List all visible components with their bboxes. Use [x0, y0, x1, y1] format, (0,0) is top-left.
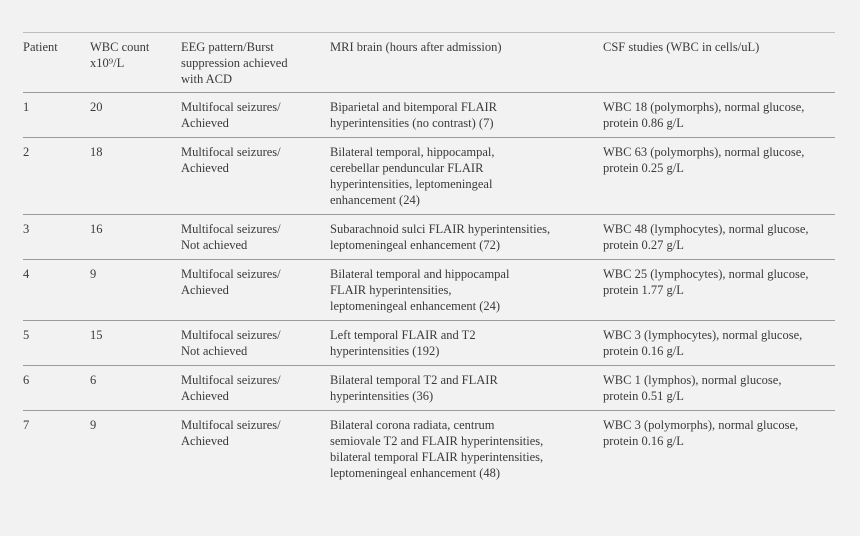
header-mri-brain: MRI brain (hours after admission)	[330, 40, 502, 54]
cell-wbc-count: 9	[90, 267, 97, 281]
cell-csf-studies: WBC 63 (polymorphs), normal glucose, protein 0.25 g/L	[603, 145, 805, 175]
cell-mri-brain: Subarachnoid sulci FLAIR hyperintensities, leptomeningeal enhancement (72)	[330, 222, 551, 252]
cell-csf-studies: WBC 25 (lymphocytes), normal glucose, protein 1.77 g/L	[603, 267, 809, 297]
cell-wbc-count: 15	[90, 328, 103, 342]
cell-csf-studies: WBC 3 (lymphocytes), normal glucose, protein 0.16 g/L	[603, 328, 803, 358]
header-eeg-pattern: EEG pattern/Burst suppression achieved with ACD	[181, 40, 288, 86]
cell-eeg-pattern: Multifocal seizures/ Achieved	[181, 373, 281, 403]
cell-patient: 1	[23, 100, 30, 114]
cell-eeg-pattern: Multifocal seizures/ Achieved	[181, 100, 281, 130]
cell-eeg-pattern: Multifocal seizures/ Not achieved	[181, 222, 281, 252]
cell-wbc-count: 6	[90, 373, 97, 387]
header-csf-studies: CSF studies (WBC in cells/uL)	[603, 40, 760, 54]
cell-patient: 4	[23, 267, 30, 281]
cell-mri-brain: Bilateral corona radiata, centrum semiovale T2 and FLAIR hyperintensities, bilateral temporal FLAIR hyperintensities, leptomeningeal enhancement (48)	[330, 418, 544, 480]
cell-eeg-pattern: Multifocal seizures/ Achieved	[181, 267, 281, 297]
cell-patient: 3	[23, 222, 30, 236]
cell-patient: 5	[23, 328, 30, 342]
cell-csf-studies: WBC 3 (polymorphs), normal glucose, protein 0.16 g/L	[603, 418, 799, 448]
cell-wbc-count: 20	[90, 100, 103, 114]
header-wbc-count: WBC count x10⁹/L	[90, 40, 150, 70]
cell-eeg-pattern: Multifocal seizures/ Achieved	[181, 145, 281, 175]
cell-patient: 6	[23, 373, 30, 387]
header-patient: Patient	[23, 40, 58, 54]
cell-patient: 2	[23, 145, 30, 159]
table-row	[23, 321, 835, 366]
table-row	[23, 93, 835, 138]
table-row	[23, 411, 835, 488]
cell-csf-studies: WBC 48 (lymphocytes), normal glucose, protein 0.27 g/L	[603, 222, 809, 252]
cell-csf-studies: WBC 18 (polymorphs), normal glucose, protein 0.86 g/L	[603, 100, 805, 130]
cell-eeg-pattern: Multifocal seizures/ Not achieved	[181, 328, 281, 358]
table-row	[23, 215, 835, 260]
cell-mri-brain: Bilateral temporal T2 and FLAIR hyperintensities (36)	[330, 373, 498, 403]
cell-mri-brain: Bilateral temporal, hippocampal, cerebellar penduncular FLAIR hyperintensities, leptomeningeal enhancement (24)	[330, 145, 495, 207]
patient-table	[23, 32, 835, 487]
table-row	[23, 260, 835, 321]
cell-eeg-pattern: Multifocal seizures/ Achieved	[181, 418, 281, 448]
cell-wbc-count: 9	[90, 418, 97, 432]
cell-wbc-count: 16	[90, 222, 103, 236]
cell-csf-studies: WBC 1 (lymphos), normal glucose, protein 0.51 g/L	[603, 373, 782, 403]
header-row	[23, 33, 835, 93]
cell-mri-brain: Biparietal and bitemporal FLAIR hyperintensities (no contrast) (7)	[330, 100, 497, 130]
cell-wbc-count: 18	[90, 145, 103, 159]
table-row	[23, 138, 835, 215]
table-row	[23, 366, 835, 411]
cell-mri-brain: Bilateral temporal and hippocampal FLAIR hyperintensities, leptomeningeal enhancement (24)	[330, 267, 510, 313]
cell-mri-brain: Left temporal FLAIR and T2 hyperintensities (192)	[330, 328, 476, 358]
cell-patient: 7	[23, 418, 30, 432]
